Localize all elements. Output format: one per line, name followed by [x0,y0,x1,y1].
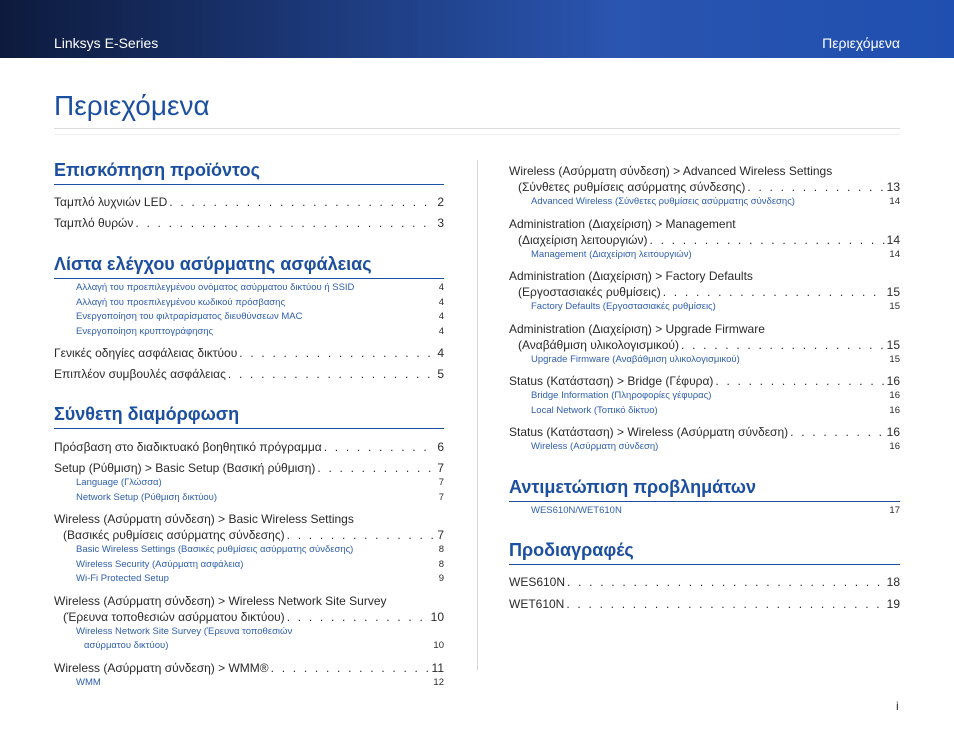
toc-page: 15 [886,337,900,352]
toc-entry-text: Wireless (Ασύρματη σύνδεση) > Wireless Network Site Survey [54,593,387,608]
toc-page: 13 [886,180,900,194]
toc-subentry[interactable] [54,639,444,654]
toc-entry[interactable] [509,216,900,248]
toc-page: 4 [438,296,444,308]
header-brand: Linksys E-Series [54,35,159,51]
toc-subentry-text: Basic Wireless Settings (Βασικές ρυθμίσεις ασύρματης σύνδεσης) [76,544,354,555]
toc-subentry-text: Wireless Security (Ασύρματη ασφάλεια) [76,558,244,570]
toc-entry-text: Administration (Διαχείριση) > Factory Defaults [509,269,753,283]
toc-subentry[interactable] [54,281,444,296]
toc-page: 8 [438,544,444,555]
leader-dots [287,609,429,625]
toc-entry[interactable] [509,321,900,353]
toc-subentry-text: Factory Defaults (Εργοστασιακές ρυθμίσεις) [531,301,716,312]
toc-entry-text: Wireless (Ασύρματη σύνδεση) > Basic Wireless Settings [54,512,354,526]
toc-subentry[interactable] [54,543,444,558]
toc-page: 19 [886,597,900,611]
toc-entry[interactable] [54,215,444,231]
toc-subentry[interactable] [54,310,444,325]
toc-page: 4 [438,325,444,337]
toc-subentry[interactable] [54,476,444,491]
toc-subentry[interactable] [54,296,444,311]
toc-subentry-text: Ενεργοποίηση του φιλτραρίσματος διευθύνσεων MAC [76,311,303,322]
toc-page: 16 [889,390,900,401]
leader-dots [566,596,884,612]
leader-dots [324,439,436,455]
toc-subentry[interactable] [509,353,900,368]
section-heading-security-checklist[interactable]: Λίστα ελέγχου ασύρματης ασφάλειας [54,254,444,279]
toc-page: 10 [430,609,444,624]
toc-subentry[interactable] [54,558,444,573]
toc-entry[interactable] [509,268,900,300]
section-heading-product-overview[interactable]: Επισκόπηση προϊόντος [54,160,444,185]
toc-page: 14 [889,196,900,207]
toc-page: 12 [433,676,444,688]
toc-entry-text: Status (Κατάσταση) > Bridge (Γέφυρα) [509,374,714,388]
toc-page: 18 [886,575,900,589]
toc-subentry[interactable] [54,325,444,340]
toc-entry[interactable] [509,424,900,440]
leader-dots [287,527,436,543]
toc-page: 10 [433,640,444,651]
toc-subentry-text: Management (Διαχείριση λειτουργιών) [531,248,692,260]
toc-entry-text: WET610N [509,597,565,611]
leader-dots [790,424,885,440]
page-title: Περιεχόμενα [54,90,210,121]
toc-subentry-text: ασύρματου δικτύου) [84,640,169,651]
toc-entry[interactable] [54,439,444,455]
leader-dots [715,373,884,389]
toc-entry-text: Setup (Ρύθμιση) > Basic Setup (Βασική ρύθμιση) [54,461,316,475]
toc-subentry[interactable] [54,676,444,691]
section-heading-specifications[interactable]: Προδιαγραφές [509,540,900,565]
toc-subentry-text: Network Setup (Ρύθμιση δικτύου) [76,491,218,503]
leader-dots [169,194,435,210]
toc-subentry-text: Language (Γλώσσα) [76,477,162,488]
toc-entry-text: (Βασικές ρυθμίσεις ασύρματης σύνδεσης) [63,528,285,542]
toc-subentry-text: Ενεργοποίηση κρυπτογράφησης [76,325,214,337]
toc-subentry[interactable] [509,248,900,263]
toc-page: 14 [886,232,900,247]
toc-page: 7 [438,477,444,488]
toc-subentry-text: Αλλαγή του προεπιλεγμένου κωδικού πρόσβασης [76,296,286,308]
toc-left-column [54,160,444,690]
toc-subentry[interactable] [509,300,900,315]
toc-entry-text: Wireless (Ασύρματη σύνδεση) > Advanced Wireless Settings [509,164,833,178]
toc-page: 9 [438,573,444,584]
leader-dots [650,232,885,248]
toc-subentry-text: Advanced Wireless (Σύνθετες ρυθμίσεις ασύρματης σύνδεσης) [531,196,795,207]
toc-entry[interactable] [54,366,444,382]
section-heading-troubleshooting[interactable]: Αντιμετώπιση προβλημάτων [509,477,900,502]
toc-page: 15 [886,285,900,299]
toc-entry-text: Wireless (Ασύρματη σύνδεση) > WMM® [54,660,269,675]
toc-entry[interactable] [54,593,444,625]
toc-subentry-text: Local Network (Τοπικό δίκτυο) [531,404,658,416]
toc-subentry[interactable] [509,389,900,404]
leader-dots [663,284,885,300]
leader-dots [681,337,885,353]
column-divider [477,160,478,670]
toc-entry-text: Ταμπλό λυχνιών LED [54,195,168,209]
toc-entry[interactable] [54,511,444,543]
toc-page: 4 [438,311,444,322]
toc-entry-text: Πρόσβαση στο διαδικτυακό βοηθητικό πρόγραμμα [54,440,322,454]
toc-entry[interactable] [509,163,900,195]
toc-subentry[interactable] [509,504,900,519]
toc-page: 3 [437,216,444,230]
toc-page: 15 [889,301,900,312]
toc-page: 4 [438,282,444,293]
toc-entry[interactable] [54,460,444,476]
toc-page: 14 [889,248,900,260]
toc-entry-text: Status (Κατάσταση) > Wireless (Ασύρματη σύνδεση) [509,425,789,439]
leader-dots [271,660,430,676]
toc-entry-text: WES610N [509,575,566,589]
toc-page: 15 [889,353,900,365]
toc-page: 16 [886,425,900,439]
toc-right-column [509,163,900,612]
toc-entry-text: (Διαχείριση λειτουργιών) [518,232,648,247]
leader-dots [747,179,884,195]
toc-subentry-text: Αλλαγή του προεπιλεγμένου ονόματος ασύρματου δικτύου ή SSID [76,282,355,293]
toc-subentry[interactable] [54,491,444,506]
toc-page: 6 [437,440,444,454]
toc-entry-text: Επιπλέον συμβουλές ασφάλειας [54,367,226,381]
toc-page: 11 [431,660,444,675]
toc-entry[interactable] [509,574,900,590]
toc-entry-text: (Έρευνα τοποθεσιών ασύρματου δικτύου) [63,609,285,624]
leader-dots [317,460,435,476]
toc-subentry[interactable] [509,195,900,210]
toc-subentry[interactable] [509,440,900,455]
toc-subentry-text: Bridge Information (Πληροφορίες γέφυρας) [531,390,712,401]
toc-page: 8 [438,558,444,570]
toc-subentry-text: WMM [76,676,101,688]
title-rule [54,128,900,129]
toc-entry-text: Ταμπλό θυρών [54,216,134,230]
toc-subentry-text: Wi-Fi Protected Setup [76,573,169,584]
leader-dots [135,215,435,231]
toc-subentry-text: Upgrade Firmware (Αναβάθμιση υλικολογισμικού) [531,353,740,365]
toc-page: 7 [438,491,444,503]
toc-page: 7 [437,461,444,475]
toc-page: 4 [437,346,444,360]
toc-entry[interactable] [509,373,900,389]
toc-subentry-text: Wireless (Ασύρματη σύνδεση) [531,441,659,452]
toc-subentry[interactable] [54,572,444,587]
toc-subentry[interactable] [54,625,444,640]
toc-entry-text: Administration (Διαχείριση) > Management [509,216,736,231]
toc-entry-text: (Αναβάθμιση υλικολογισμικού) [518,337,679,352]
toc-page: 7 [437,528,444,542]
toc-page: 16 [886,374,900,388]
toc-entry-text: (Σύνθετες ρυθμίσεις ασύρματης σύνδεσης) [518,180,746,194]
toc-entry-text: (Εργοστασιακές ρυθμίσεις) [518,285,661,299]
section-heading-advanced-config[interactable]: Σύνθετη διαμόρφωση [54,404,444,429]
toc-entry-text: Γενικές οδηγίες ασφάλειας δικτύου [54,346,238,360]
toc-page: 17 [889,504,900,516]
toc-page: 16 [889,441,900,452]
page-header [0,0,954,58]
toc-subentry-text: Wireless Network Site Survey (Έρευνα τοποθεσιών [76,625,293,637]
toc-page: 16 [889,404,900,416]
title-rule-secondary [54,134,900,135]
leader-dots [567,574,885,590]
toc-entry[interactable] [509,596,900,612]
toc-entry[interactable] [54,660,444,676]
toc-entry[interactable] [54,194,444,210]
toc-subentry[interactable] [509,404,900,419]
toc-entry-text: Administration (Διαχείριση) > Upgrade Firmware [509,321,765,336]
page-number: i [896,699,899,713]
toc-page: 2 [437,195,444,209]
toc-subentry-text: WES610N/WET610N [531,504,622,516]
toc-page: 5 [437,367,444,381]
leader-dots [239,345,435,361]
toc-entry[interactable] [54,345,444,361]
header-section: Περιεχόμενα [822,35,900,51]
leader-dots [228,366,435,382]
